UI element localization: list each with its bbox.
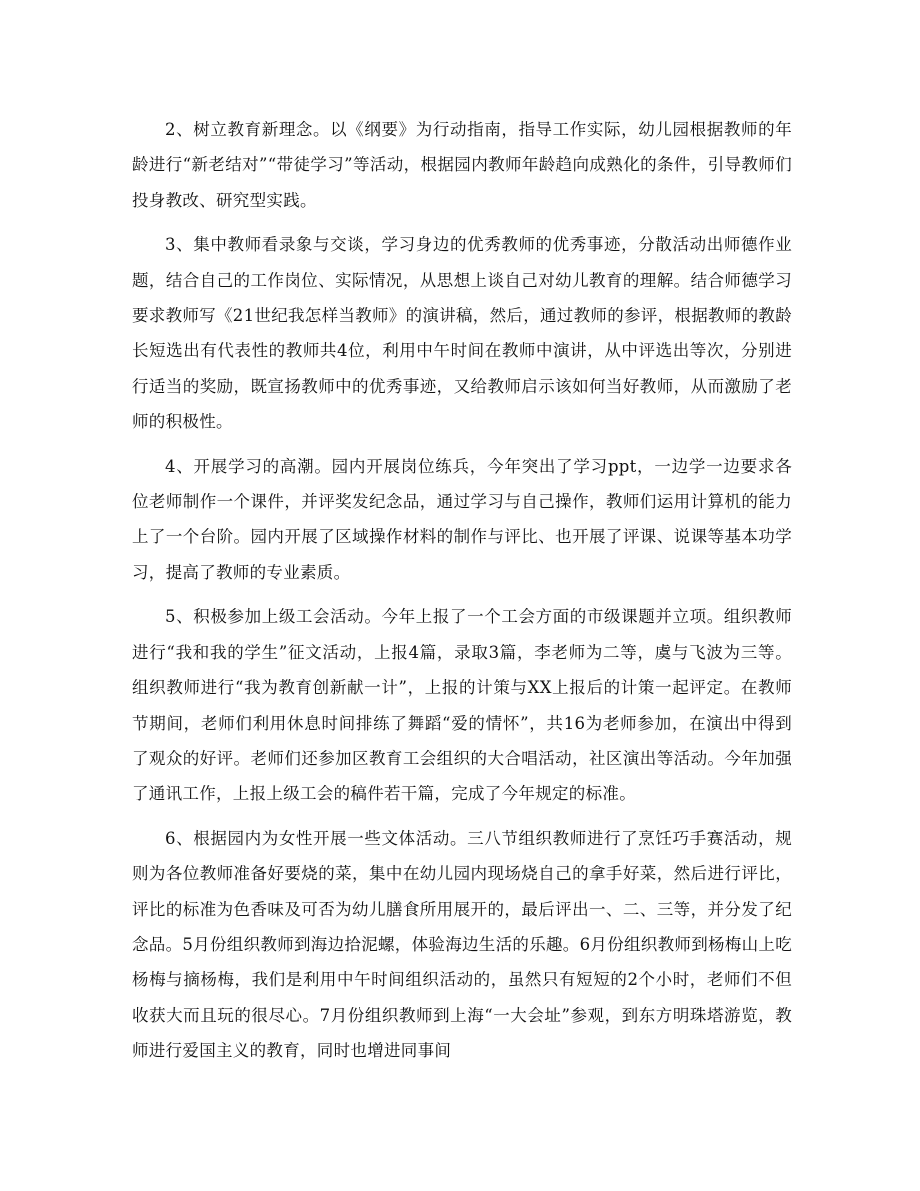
document-body — [132, 112, 792, 1078]
paragraph-item-5: 5、积极参加上级工会活动。今年上报了一个工会方面的市级课题并立项。组织教师进行“我和我的学生”征文活动，上报4篇，录取3篇，李老师为二等，虞与飞波为三等。组织教师进行“我为教育创新献一计”，上报的计策与XX上报后的计策一起评定。在教师节期间，老师们利用休息时间排练了舞蹈“爱的情怀”，共16为老师参加，在演出中得到了观众的好评。老师们还参加区教育工会组织的大合唱活动，社区演出等活动。今年加强了通讯工作，上报上级工会的稿件若干篇，完成了今年规定的标准。 — [132, 607, 792, 804]
paragraph-item-6: 6、根据园内为女性开展一些文体活动。三八节组织教师进行了烹饪巧手赛活动，规则为各位教师准备好要烧的菜，集中在幼儿园内现场烧自己的拿手好菜，然后进行评比，评比的标准为色香味及可否为幼儿膳食所用展开的，最后评出一、二、三等，并分发了纪念品。5月份组织教师到海边拾泥螺，体验海边生活的乐趣。6月份组织教师到杨梅山上吃杨梅与摘杨梅，我们是利用中午时间组织活动的，虽然只有短短的2个小时，老师们不但收获大而且玩的很尽心。7月份组织教师到上海“一大会址”参观，到东方明珠塔游览，教师进行爱国主义的教育，同时也增进同事间 — [132, 828, 792, 1061]
paragraph-item-3: 3、集中教师看录象与交谈，学习身边的优秀教师的优秀事迹，分散活动出师德作业题，结合自己的工作岗位、实际情况，从思想上谈自己对幼儿教育的理解。结合师德学习要求教师写《21世纪我怎样当教师》的演讲稿，然后，通过教师的参评，根据教师的教龄长短选出有代表性的教师共4位，利用中午时间在教师中演讲，从中评选出等次，分别进行适当的奖励，既宣扬教师中的优秀事迹，又给教师启示该如何当好教师，从而激励了老师的积极性。 — [132, 235, 792, 432]
paragraph-item-2: 2、树立教育新理念。以《纲要》为行动指南，指导工作实际，幼儿园根据教师的年龄进行“新老结对”“带徒学习”等活动，根据园内教师年龄趋向成熟化的条件，引导教师们投身教改、研究型实践。 — [132, 120, 792, 210]
paragraph-item-4: 4、开展学习的高潮。园内开展岗位练兵，今年突出了学习ppt，一边学一边要求各位老师制作一个课件，并评奖发纪念品，通过学习与自己操作，教师们运用计算机的能力上了一个台阶。园内开展了区域操作材料的制作与评比、也开展了评课、说课等基本功学习，提高了教师的专业素质。 — [132, 456, 792, 582]
